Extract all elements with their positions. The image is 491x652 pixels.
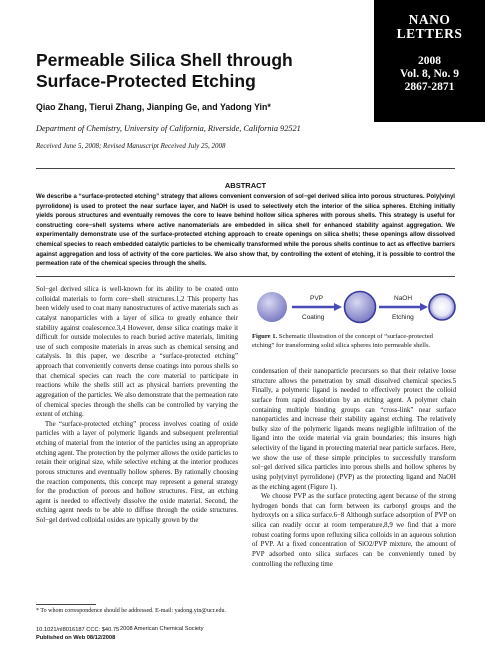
label-etching: Etching <box>392 314 414 321</box>
divider-abstract <box>36 276 455 277</box>
body-left-column <box>36 285 238 526</box>
journal-name-line2: LETTERS <box>396 26 463 41</box>
arrowhead-icon <box>334 303 342 311</box>
label-pvp: PVP <box>310 295 324 302</box>
body-paragraph: We choose PVP as the surface protecting agent because of the strong hydrogen bonds that can form between its carbonyl groups and the hydroxyls on a silica surface.6−8 Although surface adsorption of PVP on silica can readily occur at room temperature,8,9 we find that a more robust coating forms upon refluxing silica colloids in an aqueous solution of PVP. At a fixed concentration of SiO2/PVP mixture, the amount of PVP adsorbed onto silica surfaces can be conveniently tuned by controlling the refluxing time <box>252 493 456 568</box>
body-paragraph: The “surface-protected etching” process involves coating of oxide particles with a layer of polymeric ligands and subsequent preferential etching of material from the interior of the particles using an appropriate etching agent. The protection by the polymer allows the oxide particles to retain their original size, while selective etching at the interior produces porous structures and eventually hollow spheres. By rationally choosing the reaction components, this concept may represent a general strategy for the production of porous and hollow structures. First, an etching agent is needed to effectively dissolve the oxide material. Second, the etching agent needs to be able to diffuse through the oxide structures. Sol−gel derived colloidal oxides are typically grown by the <box>36 420 238 524</box>
journal-year: 2008 <box>418 55 441 67</box>
title-line-1: Permeable Silica Shell through <box>36 50 293 70</box>
published-date: Published on Web 08/12/2008 <box>36 635 116 641</box>
doi-line: 10.1021/nl8016187 CCC: $40.75 <box>36 627 120 633</box>
caption-label: Figure 1. <box>252 333 278 340</box>
correspondence-footnote: * To whom correspondence should be addressed. E-mail: yadong.yin@ucr.edu. <box>36 608 226 614</box>
figure-1-schematic <box>252 289 456 327</box>
journal-name-line1: NANO <box>408 12 451 27</box>
article-title <box>36 50 366 92</box>
author-list: Qiao Zhang, Tierui Zhang, Jianping Ge, and Yadong Yin* <box>36 102 271 112</box>
divider-top <box>36 168 455 169</box>
label-coating: Coating <box>302 314 325 321</box>
porous-hollow-sphere <box>429 294 455 320</box>
journal-badge <box>374 0 485 122</box>
coated-sphere <box>345 292 376 323</box>
doi-block <box>36 626 119 642</box>
footnote-rule <box>36 604 96 605</box>
copyright: 2008 American Chemical Society <box>120 626 204 632</box>
label-naoh: NaOH <box>394 295 413 302</box>
received-dates: Received June 5, 2008; Revised Manuscript Received July 25, 2008 <box>36 142 226 150</box>
journal-pages: 2867-2871 <box>404 81 455 93</box>
caption-text: Schematic illustration of the concept of “surface-protected etching” for transforming solid silica spheres into permeable shells. <box>252 333 433 349</box>
affiliation: Department of Chemistry, University of California, Riverside, California 92521 <box>36 124 301 133</box>
abstract-heading: ABSTRACT <box>224 181 267 190</box>
title-line-2: Surface-Protected Etching <box>36 71 256 91</box>
body-right-column <box>252 367 456 569</box>
journal-volume: Vol. 8, No. 9 <box>400 68 459 80</box>
solid-silica-sphere <box>257 292 287 322</box>
body-paragraph: Sol−gel derived silica is well-known for its ability to be coated onto colloidal materials to form core−shell structures.1,2 This property has been widely used to coat many nanostructures of active materials such as catalyst nanoparticles with a layer of silica to greatly enhance their stability against coalescence.3,4 However, dense silica coatings make it difficult for outside molecules to reach buried active materials, limiting use of such composite materials in areas such as chemical sensing and catalysis. In this paper, we describe a “surface-protected etching” approach that conveniently converts dense coatings into porous shells so that chemical species can reach the core material to participate in reactions while the shells still act as physical barriers preventing the aggregation of the particles. We also demonstrate that the permeation rate of chemical species through the shells can be controlled by varying the extent of etching. <box>36 286 238 419</box>
figure-1-caption <box>252 332 456 350</box>
body-paragraph: condensation of their nanoparticle precursors so that their relative loose structure allows the penetration by small dissolved chemical species.5 Finally, a polymeric ligand is needed to effectively protect the colloid surface from rapid dissolution by an etching agent. A polymer chain containing multiple binding groups can “cross-link” near surface nanoparticles and increase their stability against etching. The relatively bulky size of the polymeric ligands means negligible infiltration of the ligand into the oxide material via grain boundaries; this insures high selectivity of the ligand in protecting material near particle surfaces. Here, we show the use of these simple principles to successfully transform sol−gel derived silica particles into porous shells and hollow spheres by using poly(vinyl pyrrolidone) (PVP) as the protecting ligand and NaOH as the etching agent (Figure 1). <box>252 368 456 491</box>
arrowhead-icon <box>420 303 428 311</box>
abstract-text: We describe a “surface-protected etching” strategy that allows convenient conversion of sol−gel derived silica into porous structures. Poly(vinyl pyrrolidone) is used to protect the near surface layer, and NaOH is used to selectively etch the interior of the silica spheres. Etching initially yields porous structures and eventually removes the core to leave behind hollow silica spheres with porous shells. This strategy is useful for constructing core−shell systems where active nanomaterials are embedded in silica shell for enhanced stability against aggregation. We experimentally demonstrate use of the surface-protected etching approach to create openings on silica shells; these openings allow dissolved chemical species to reach embedded catalytic particles to be chemically transformed while the porous shells continue to act as effective barriers against aggregation and loss of activity of the core particles. We also show that, by controlling the extent of etching, it is possible to control the permeation rate of the chemical species through the shells. <box>36 194 455 268</box>
